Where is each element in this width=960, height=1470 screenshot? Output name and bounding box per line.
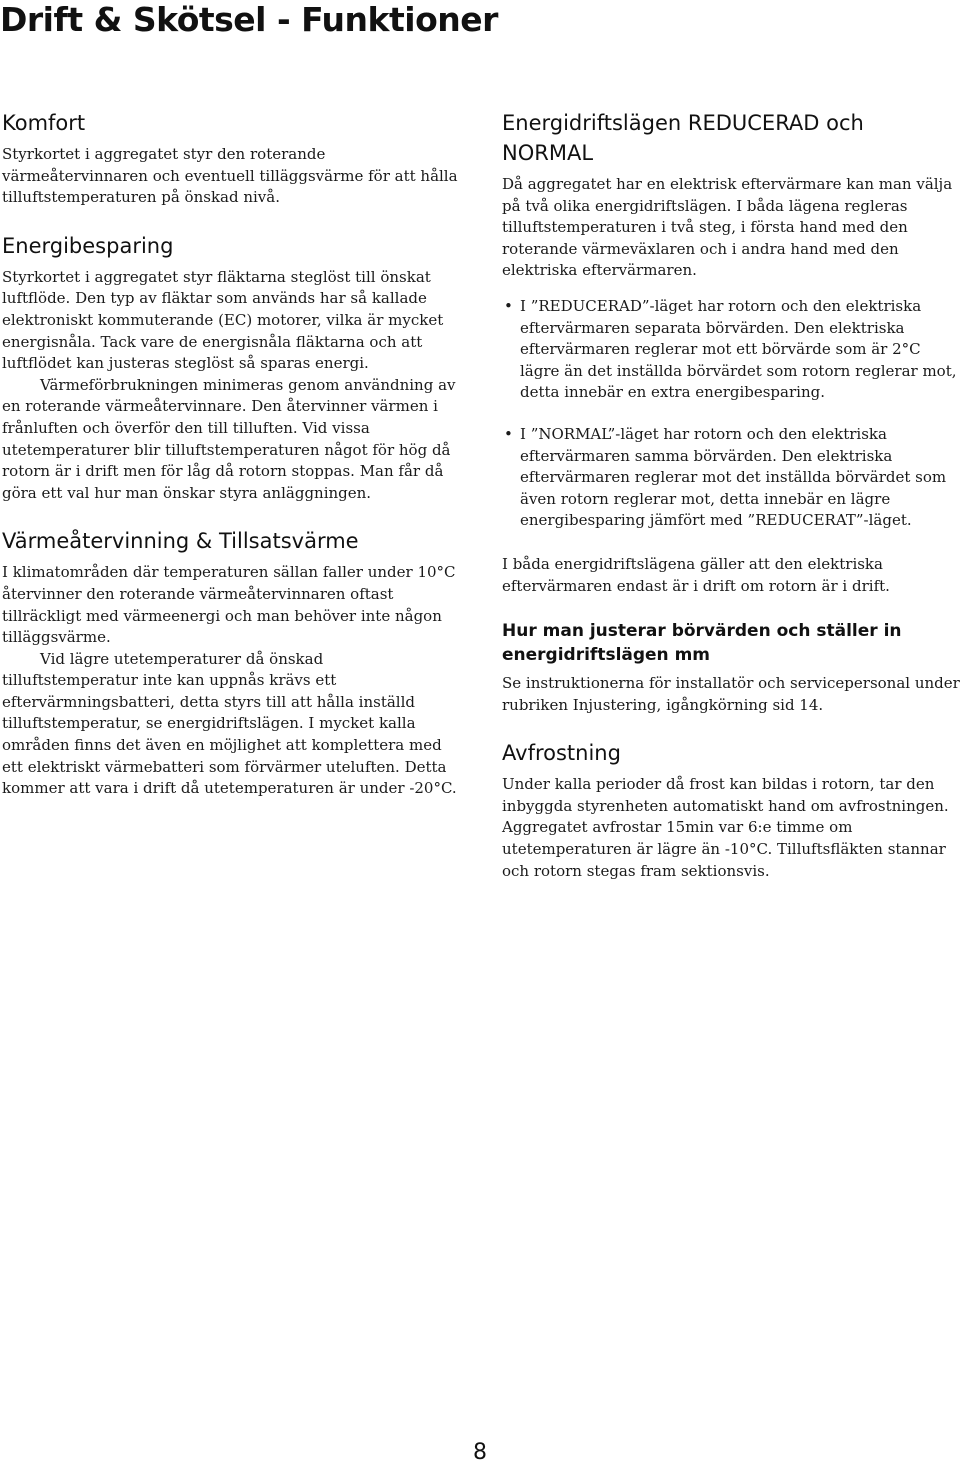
bullet-text-normal: I ”NORMAL”-läget har rotorn och den elektriska eftervärmaren samma börvärden. Den elektriska eftervärmaren reglerar mot det inställda börvärdet som även rotorn reglerar mot, detta innebär en lägre energibesparing jämfört med ”REDUCERAT”-läget.: [520, 424, 947, 530]
list-item: [502, 424, 960, 532]
left-column: [2, 108, 462, 800]
section-avfrostning: [502, 738, 960, 882]
section-justera: [502, 619, 960, 716]
section-energidrift: [502, 108, 960, 597]
energidrift-bullet-list: [502, 296, 960, 532]
bullet-icon: •: [504, 296, 513, 315]
paragraph-energidrift-outro: I båda energidriftslägena gäller att den elektriska eftervärmaren endast är i drift om rotorn är i drift.: [502, 554, 890, 595]
page-title: Drift & Skötsel - Funktioner: [0, 0, 498, 39]
heading-energidrift: Energidriftslägen REDUCERAD och NORMAL: [502, 111, 864, 165]
heading-justera: Hur man justerar börvärden och ställer in energidriftslägen mm: [502, 621, 902, 666]
paragraph-komfort: Styrkortet i aggregatet styr den roterande värmeåtervinnaren och eventuell tilläggsvärme för att hålla tilluftstemperaturen på önskad nivå.: [2, 145, 458, 207]
page-number: 8: [473, 1440, 487, 1465]
paragraph-energibesparing-2: Värmeförbrukningen minimeras genom användning av en roterande värmeåtervinnare. Den återvinner värmen i frånluften och överför den till tilluften. Vid vissa utetemperaturer blir tilluftstemperaturen något för hög då rotorn är i drift men för låg då rotorn stoppas. Man får då göra ett val hur man önskar styra anläggningen.: [2, 375, 456, 502]
list-item: [502, 296, 960, 404]
heading-varmeatervinning: Värmeåtervinning & Tillsatsvärme: [2, 529, 359, 554]
heading-komfort: Komfort: [2, 111, 86, 135]
right-column: [502, 108, 960, 882]
paragraph-justera: Se instruktionerna för installatör och servicepersonal under rubriken Injustering, igångkörning sid 14.: [502, 674, 960, 714]
paragraph-energibesparing-1: Styrkortet i aggregatet styr fläktarna steglöst till önskat luftflöde. Den typ av fläktar som används har så kallade elektroniskt kommuterande (EC) motorer, vilka är mycket energisnåla. Tack vare de energisnåla fläktarna och att luftflödet kan justeras steglöst så sparas energi.: [2, 267, 444, 373]
section-varmeatervinning: [2, 526, 462, 800]
paragraph-energidrift-intro: Då aggregatet har en elektrisk eftervärmare kan man välja på två olika energidriftslägen. I båda lägena regleras tilluftstemperaturen i två steg, i första hand med den roterande värmeväxlaren och i andra hand med den elektriska eftervärmaren.: [502, 175, 953, 280]
section-komfort: [2, 108, 462, 209]
paragraph-varmeatervinning-1: I klimatområden där temperaturen sällan faller under 10°C återvinner den roterande värmeåtervinnaren oftast tillräckligt med värmeenergi och man behöver inte någon tilläggsvärme.: [2, 563, 456, 647]
bullet-icon: •: [504, 424, 513, 443]
heading-avfrostning: Avfrostning: [502, 741, 621, 766]
bullet-text-reducerad: I ”REDUCERAD”-läget har rotorn och den elektriska eftervärmaren separata börvärden. Den elektriska eftervärmaren reglerar mot ett börvärde som är 2°C lägre än det inställda börvärdet som rotorn reglerar mot, detta innebär en extra energibesparing.: [520, 296, 957, 402]
heading-energibesparing: Energibesparing: [2, 233, 174, 258]
paragraph-varmeatervinning-2: Vid lägre utetemperaturer då önskad tilluftstemperatur inte kan uppnås krävs ett eftervärmningsbatteri, detta styrs till att hålla inställd tilluftstemperatur, se energidriftslägen. I mycket kalla områden finns det även en möjlighet att komplettera med ett elektriskt värmebatteri som förvärmer uteluften. Detta kommer att vara i drift då utetemperaturen är under -20°C.: [2, 649, 457, 798]
section-energibesparing: [2, 231, 462, 505]
paragraph-avfrostning: Under kalla perioder då frost kan bildas i rotorn, tar den inbyggda styrenheten automatiskt hand om avfrostningen. Aggregatet avfrostar 15min var 6:e timme om utetemperaturen är lägre än -10°C. Tilluftsfläkten stannar och rotorn stegas fram sektionsvis.: [502, 775, 949, 880]
